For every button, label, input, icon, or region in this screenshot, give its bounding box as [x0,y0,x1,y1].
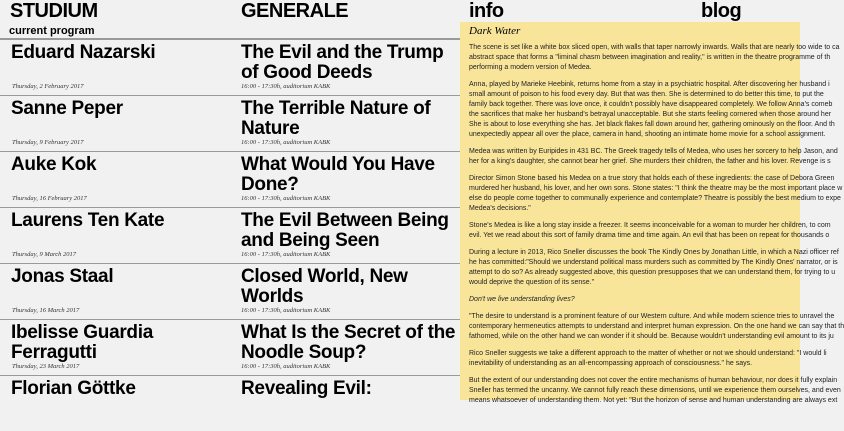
article-line: unexpectedly appear all over the place, camera in hand, shooting an intimate home movie for a school assignment. [469,131,826,138]
article-paragraph [469,80,835,140]
article-paragraph [469,248,839,288]
info-article [460,22,844,406]
article-line: inevitability of understanding as an all-encompassing approach of consciousness." he says. [469,360,753,367]
event-title-link[interactable]: The Evil and the Trump of Good Deeds [241,42,444,83]
article-line: The scene is set like a white box sliced open, with walls that taper narrowly inwards. Walls that are nearly too wide to ca [469,44,840,51]
article-line: performing a modern version of Medea. [469,64,592,71]
event-time-place: 16:00 - 17:30h, auditorium KABK [241,363,331,370]
article-body [469,43,844,406]
event-row[interactable] [0,95,460,151]
event-title-link[interactable]: The Evil Between Being and Being Seen [241,210,449,251]
program-heading: current program [9,25,95,37]
article-line: Stone's Medea is like a long stay inside a freezer. It seems inconceivable for a woman to murder her children, to com [469,222,831,229]
event-row[interactable] [0,39,460,95]
event-row[interactable] [0,375,460,431]
event-title-link[interactable]: The Terrible Nature of Nature [241,98,431,139]
article-line: small amount of poison to his food every day. But that was then. She is determined to do better this time, to put the [469,91,824,98]
nav-link-generale[interactable]: GENERALE [241,0,349,22]
event-speaker: Sanne Peper [11,98,123,119]
event-title-link[interactable]: Revealing Evil: [241,378,372,399]
event-list [0,39,460,431]
event-speaker: Eduard Nazarski [11,42,156,63]
article-paragraph [469,349,827,369]
article-line: family back together. There was love once, it couldn't possibly have disappeared completely. We follow Anna's comeb [469,101,833,108]
article-line: Medea was written by Euripides in 431 BC. The Greek tragedy tells of Medea, who uses her sorcery to help Jason, and [469,148,838,155]
article-line: Anna, played by Marieke Heebink, returns home from a stay in a psychiatric hospital. After discovering her husband i [469,81,830,88]
article-line: Director Simon Stone based his Medea on a true story that holds each of these ingredients: the case of Debora Green [469,175,835,182]
event-time-place: 16:00 - 17:30h, auditorium KABK [241,83,331,90]
article-line: the sacrifices that make her husband's betrayal unacceptable. But she starts feeling cornered when those around her [469,111,832,118]
event-row[interactable] [0,319,460,375]
article-paragraph [469,312,844,342]
event-speaker: Auke Kok [11,154,97,175]
event-date: Thursday, 16 February 2017 [12,195,87,202]
article-line: would deprive the question of its sense." [469,279,595,286]
event-speaker: Jonas Staal [11,266,114,287]
article-line: Medea's decisions." [469,205,531,212]
article-paragraph [469,376,841,406]
event-date: Thursday, 16 March 2017 [12,307,80,314]
article-line: attempt to do so? As already suggested above, this question presupposes that we can understand them, for trying to u [469,269,836,276]
program-list [0,22,460,400]
article-line: contemporary hermeneutics attempts to understand and interpret human expression. On the one hand we can say that th [469,323,844,330]
article-line: means whatsoever of understanding them. Not yet: "But the horizon of sense and human understanding are always ext [469,397,838,404]
event-time-place: 16:00 - 17:30h, auditorium KABK [241,195,331,202]
article-line: "The desire to understand is a prominent feature of our Western culture. And while modern science tries to unravel the [469,313,835,320]
article-paragraph [469,43,840,73]
event-date: Thursday, 23 March 2017 [12,363,80,370]
article-line: But the extent of our understanding does not cover the entire mechanisms of human behaviour, nor does it fully explain [469,377,838,384]
article-line: Sneller has termed the uncanny. We cannot fully reach these dimensions, until we experience them ourselves, and even [469,387,841,394]
event-title-link[interactable]: What Would You Have Done? [241,154,435,195]
event-title-link[interactable]: Closed World, New Worlds [241,266,408,307]
article-paragraph [469,221,831,241]
article-paragraph [469,147,838,167]
article-paragraph [469,174,843,214]
event-row[interactable] [0,151,460,207]
article-line: Don't we live understanding lives? [469,296,575,303]
event-title-link[interactable]: What Is the Secret of the Noodle Soup? [241,322,456,363]
article-line: During a lecture in 2013, Rico Sneller discusses the book The Kindly Ones by Jonathan Little, in which a Nazi officer ref [469,249,839,256]
top-navigation [0,0,800,22]
article-line: else do people come together to communally experience and contemplate? Theatre is possibly the best medium to expe [469,195,841,202]
event-time-place: 16:00 - 17:30h, auditorium KABK [241,139,331,146]
article-paragraph [469,295,814,305]
event-time-place: 16:00 - 17:30h, auditorium KABK [241,307,331,314]
article-line: evil. Yet we read about this sort of family drama time and time again. An evil that has been on repeat for thousands o [469,232,830,239]
article-line: Rico Sneller suggests we take a different approach to the matter of whether or not we should understand: "I would li [469,350,827,357]
event-speaker: Florian Göttke [11,378,136,399]
article-line: She is about to lose everything she has. Jet black flakes fall down around her, gathering ominously on the floor. And th [469,121,835,128]
event-date: Thursday, 2 February 2017 [12,83,84,90]
nav-link-blog[interactable]: blog [701,0,742,22]
article-line: abstract space that forms a "liminal chasm between imagination and reality," is written in the theatre programme of th [469,54,831,61]
article-line: fathomed, while on the other hand we can wonder if it should be. Because wouldn't understanding evil amount to its ju [469,333,834,340]
event-row[interactable] [0,207,460,263]
article-title: Dark Water [469,25,521,37]
event-date: Thursday, 9 March 2017 [12,251,77,258]
nav-link-studium[interactable]: STUDIUM [10,0,98,22]
event-speaker: Laurens Ten Kate [11,210,165,231]
info-panel [460,22,844,404]
event-time-place: 16:00 - 17:30h, auditorium KABK [241,251,331,258]
event-date: Thursday, 9 February 2017 [12,139,84,146]
event-speaker: Ibelisse Guardia Ferragutti [11,322,153,363]
event-row[interactable] [0,263,460,319]
nav-link-info[interactable]: info [469,0,504,22]
article-line: murdered her husband, his lover, and her own sons. Stone states: "I think the theatre may be the most important place w [469,185,843,192]
article-line: her for a king's daughter, she cannot bear her grief. She murders their children, the father and his lover. Revenge is s [469,158,831,165]
article-line: he has committed:"Should we understand political mass murders such as committed by The Kindly Ones' narrator, or is [469,259,838,266]
